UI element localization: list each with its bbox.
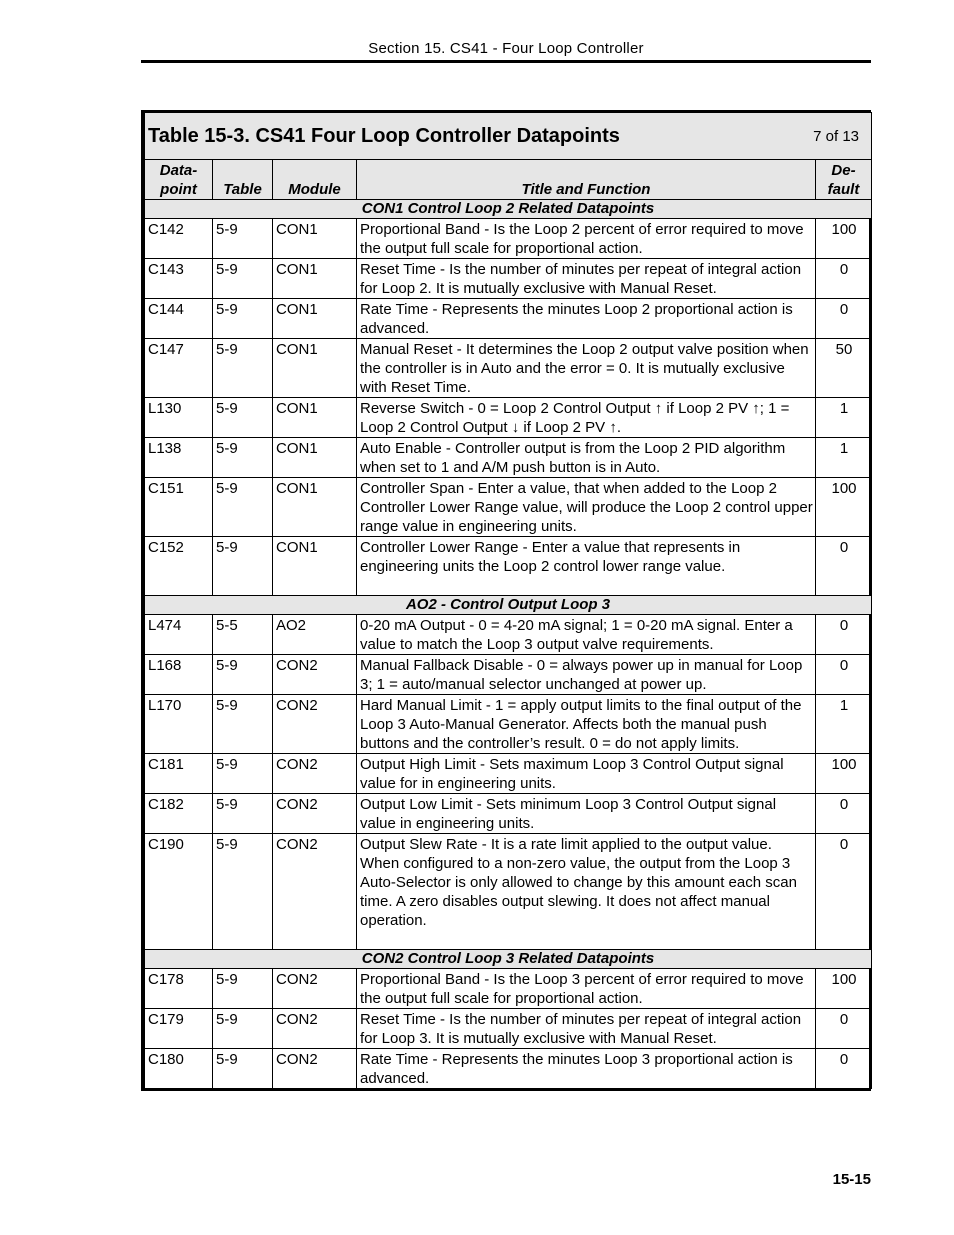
table-row (145, 794, 872, 834)
cell-default: 100 (816, 754, 872, 794)
col-datapoint: Data- point (145, 160, 213, 200)
cell-datapoint: C178 (145, 969, 213, 1009)
cell-title-function: Hard Manual Limit - 1 = apply output limits to the final output of the Loop 3 Auto-Manual Generator. Affects both the manual push buttons and the controller’s result. 0 = do not apply limits. (357, 695, 816, 754)
cell-default: 100 (816, 969, 872, 1009)
cell-module: CON1 (273, 299, 357, 339)
cell-table: 5-9 (213, 398, 273, 438)
table-page-of: 7 of 13 (813, 127, 860, 145)
cell-table: 5-9 (213, 1049, 273, 1089)
cell-datapoint: C151 (145, 478, 213, 537)
cell-datapoint: C190 (145, 834, 213, 950)
cell-title-function: Reset Time - Is the number of minutes per repeat of integral action for Loop 3. It is mutually exclusive with Manual Reset. (357, 1009, 816, 1049)
table-row (145, 339, 872, 398)
cell-table: 5-9 (213, 299, 273, 339)
cell-title-function: Rate Time - Represents the minutes Loop 3 proportional action is advanced. (357, 1049, 816, 1089)
cell-table: 5-9 (213, 969, 273, 1009)
table-row (145, 655, 872, 695)
cell-default: 0 (816, 1009, 872, 1049)
cell-table: 5-9 (213, 339, 273, 398)
cell-table: 5-9 (213, 438, 273, 478)
cell-module: CON1 (273, 537, 357, 596)
section-heading-row (145, 200, 872, 219)
cell-table: 5-9 (213, 259, 273, 299)
cell-title-function: Controller Span - Enter a value, that when added to the Loop 2 Controller Lower Range value, will produce the Loop 2 control upper range value in engineering units. (357, 478, 816, 537)
table-row (145, 438, 872, 478)
cell-title-function: Proportional Band - Is the Loop 2 percent of error required to move the output full scale for proportional action. (357, 219, 816, 259)
cell-module: CON2 (273, 969, 357, 1009)
table-row (145, 1009, 872, 1049)
cell-datapoint: C144 (145, 299, 213, 339)
cell-default: 50 (816, 339, 872, 398)
table-row (145, 834, 872, 950)
cell-title-function: Reverse Switch - 0 = Loop 2 Control Output ↑ if Loop 2 PV ↑; 1 = Loop 2 Control Output ↓ if Loop 2 PV ↑. (357, 398, 816, 438)
cell-module: CON2 (273, 655, 357, 695)
cell-default: 100 (816, 478, 872, 537)
cell-module: CON1 (273, 259, 357, 299)
cell-title-function: Output Low Limit - Sets minimum Loop 3 Control Output signal value in engineering units. (357, 794, 816, 834)
table-row (145, 615, 872, 655)
cell-table: 5-9 (213, 1009, 273, 1049)
cell-default: 0 (816, 615, 872, 655)
column-header-row (145, 160, 872, 200)
cell-table: 5-9 (213, 834, 273, 950)
cell-title-function: Reset Time - Is the number of minutes per repeat of integral action for Loop 2. It is mutually exclusive with Manual Reset. (357, 259, 816, 299)
cell-table: 5-9 (213, 478, 273, 537)
section-heading-row (145, 596, 872, 615)
cell-table: 5-9 (213, 695, 273, 754)
cell-default: 1 (816, 438, 872, 478)
cell-datapoint: C152 (145, 537, 213, 596)
cell-default: 100 (816, 219, 872, 259)
table-row (145, 259, 872, 299)
cell-datapoint: C182 (145, 794, 213, 834)
cell-module: CON1 (273, 219, 357, 259)
cell-default: 0 (816, 537, 872, 596)
cell-table: 5-9 (213, 794, 273, 834)
cell-module: CON2 (273, 695, 357, 754)
table-title: Table 15-3. CS41 Four Loop Controller Datapoints (148, 124, 620, 147)
cell-default: 0 (816, 834, 872, 950)
cell-default: 0 (816, 655, 872, 695)
section-heading: CON1 Control Loop 2 Related Datapoints (145, 200, 872, 219)
section-heading: AO2 - Control Output Loop 3 (145, 596, 872, 615)
cell-title-function: Manual Fallback Disable - 0 = always power up in manual for Loop 3; 1 = auto/manual selector unchanged at power up. (357, 655, 816, 695)
cell-table: 5-9 (213, 219, 273, 259)
datapoints-table (141, 110, 871, 1091)
cell-module: CON2 (273, 794, 357, 834)
page-header-text: Section 15. CS41 - Four Loop Controller (368, 40, 644, 57)
cell-table: 5-9 (213, 537, 273, 596)
table-row (145, 1049, 872, 1089)
col-module: Module (273, 160, 357, 200)
page-number: 15-15 (832, 1171, 871, 1188)
cell-datapoint: L138 (145, 438, 213, 478)
cell-default: 1 (816, 398, 872, 438)
cell-table: 5-9 (213, 655, 273, 695)
cell-module: CON1 (273, 398, 357, 438)
cell-datapoint: L170 (145, 695, 213, 754)
cell-default: 0 (816, 259, 872, 299)
cell-default: 0 (816, 299, 872, 339)
cell-datapoint: L168 (145, 655, 213, 695)
cell-module: CON2 (273, 834, 357, 950)
cell-module: CON2 (273, 754, 357, 794)
table-row (145, 969, 872, 1009)
table-row (145, 695, 872, 754)
cell-datapoint: L474 (145, 615, 213, 655)
col-default: De- fault (816, 160, 872, 200)
table-row (145, 478, 872, 537)
cell-table: 5-9 (213, 754, 273, 794)
cell-datapoint: C180 (145, 1049, 213, 1089)
cell-title-function: 0-20 mA Output - 0 = 4-20 mA signal; 1 = 0-20 mA signal. Enter a value to match the Loop 3 output valve requirements. (357, 615, 816, 655)
cell-title-function: Manual Reset - It determines the Loop 2 output valve position when the controller is in Auto and the error = 0. It is mutually exclusive with Reset Time. (357, 339, 816, 398)
cell-default: 0 (816, 1049, 872, 1089)
cell-module: CON2 (273, 1009, 357, 1049)
section-heading: CON2 Control Loop 3 Related Datapoints (145, 950, 872, 969)
cell-title-function: Auto Enable - Controller output is from the Loop 2 PID algorithm when set to 1 and A/M push button is in Auto. (357, 438, 816, 478)
col-table: Table (213, 160, 273, 200)
cell-datapoint: C181 (145, 754, 213, 794)
table-row (145, 754, 872, 794)
table-row (145, 219, 872, 259)
cell-datapoint: C143 (145, 259, 213, 299)
cell-module: CON1 (273, 438, 357, 478)
cell-datapoint: C147 (145, 339, 213, 398)
cell-datapoint: C179 (145, 1009, 213, 1049)
cell-table: 5-5 (213, 615, 273, 655)
cell-title-function: Output High Limit - Sets maximum Loop 3 Control Output signal value for in engineering units. (357, 754, 816, 794)
table-row (145, 537, 872, 596)
cell-title-function: Proportional Band - Is the Loop 3 percent of error required to move the output full scale for proportional action. (357, 969, 816, 1009)
table-title-bar (145, 113, 872, 160)
section-heading-row (145, 950, 872, 969)
table-row (145, 299, 872, 339)
cell-default: 1 (816, 695, 872, 754)
cell-module: AO2 (273, 615, 357, 655)
cell-module: CON2 (273, 1049, 357, 1089)
cell-title-function: Rate Time - Represents the minutes Loop 2 proportional action is advanced. (357, 299, 816, 339)
header-rule (141, 60, 871, 63)
cell-module: CON1 (273, 339, 357, 398)
cell-title-function: Controller Lower Range - Enter a value that represents in engineering units the Loop 2 control lower range value. (357, 537, 816, 596)
col-title-function: Title and Function (357, 160, 816, 200)
cell-title-function: Output Slew Rate - It is a rate limit applied to the output value. When configured to a non-zero value, the output from the Loop 3 Auto-Selector is only allowed to change by this amount each scan time. A zero disables output slewing. It does not affect manual operation. (357, 834, 816, 950)
cell-module: CON1 (273, 478, 357, 537)
cell-datapoint: L130 (145, 398, 213, 438)
cell-datapoint: C142 (145, 219, 213, 259)
cell-default: 0 (816, 794, 872, 834)
table-row (145, 398, 872, 438)
